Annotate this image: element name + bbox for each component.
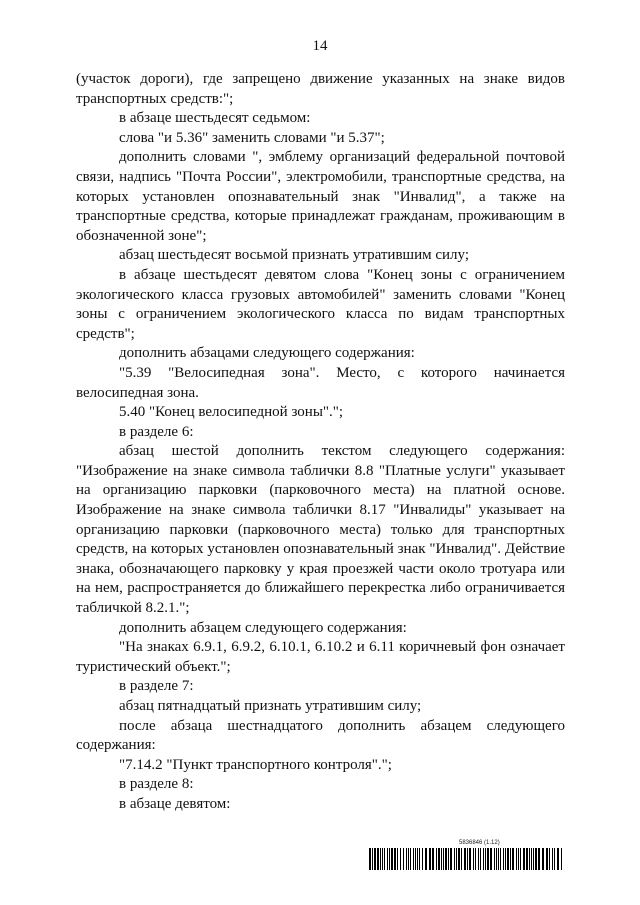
paragraph-18: в разделе 8: bbox=[119, 776, 194, 793]
paragraph-8: "5.39 "Велосипедная зона". Место, с которого начинается велосипедная зона. bbox=[76, 364, 565, 401]
paragraph-17: "7.14.2 "Пункт транспортного контроля"."; bbox=[119, 756, 392, 773]
document-barcode bbox=[369, 840, 563, 870]
paragraph-13: "На знаках 6.9.1, 6.9.2, 6.10.1, 6.10.2 и 6.11 коричневый фон означает туристический объект."; bbox=[76, 639, 565, 675]
paragraph-2: в абзаце шестьдесят седьмом: bbox=[119, 110, 311, 127]
paragraph-7: дополнить абзацами следующего содержания: bbox=[119, 345, 415, 362]
barcode-label: 5836846 (1.12) bbox=[459, 840, 500, 846]
document-body bbox=[76, 70, 565, 815]
paragraph-14: в разделе 7: bbox=[119, 678, 194, 695]
paragraph-11: абзац шестой дополнить текстом следующего содержания: "Изображение на знаке символа таблички 8.8 "Платные услуги" указывает на организацию парковки (парковочного места) на платной основе. Изображение на знаке символа таблички 8.17 "Инвалиды" указывает на организацию парковки (парковочного места) только для транспортных средств, на которых установлен опознавательный знак "Инвалид". Действие знака, обозначающего парковку у края проезжей части около тротуара или на нем, распространяется до ближайшего перекрестка либо ограничивается табличкой 8.2.1."; bbox=[76, 443, 565, 617]
paragraph-3: слова "и 5.36" заменить словами "и 5.37"; bbox=[119, 129, 385, 146]
barcode-graphic bbox=[369, 848, 563, 870]
paragraph-6: в абзаце шестьдесят девятом слова "Конец зоны с ограничением экологического класса грузовых автомобилей" заменить словами "Конец зоны с ограничением экологического класса по видам транспортных средств"; bbox=[76, 266, 565, 342]
paragraph-10: в разделе 6: bbox=[119, 423, 194, 440]
paragraph-9: 5.40 "Конец велосипедной зоны"."; bbox=[119, 404, 344, 421]
paragraph-19: в абзаце девятом: bbox=[119, 795, 231, 812]
paragraph-1: (участок дороги), где запрещено движение указанных на знаке видов транспортных средств:"; bbox=[76, 71, 565, 107]
paragraph-15: абзац пятнадцатый признать утратившим силу; bbox=[119, 698, 422, 714]
paragraph-12: дополнить абзацем следующего содержания: bbox=[119, 619, 407, 636]
paragraph-5: абзац шестьдесят восьмой признать утратившим силу; bbox=[119, 247, 469, 264]
page-number: 14 bbox=[312, 38, 328, 54]
paragraph-4: дополнить словами ", эмблему организаций федеральной почтовой связи, надпись "Почта России", электромобили, транспортные средства, на которых установлен опознавательный знак "Инвалид", а также на транспортные средства, которые принадлежат гражданам, проживающим в обозначенной зоне"; bbox=[76, 149, 565, 244]
paragraph-16: после абзаца шестнадцатого дополнить абзацем следующего содержания: bbox=[76, 717, 565, 754]
